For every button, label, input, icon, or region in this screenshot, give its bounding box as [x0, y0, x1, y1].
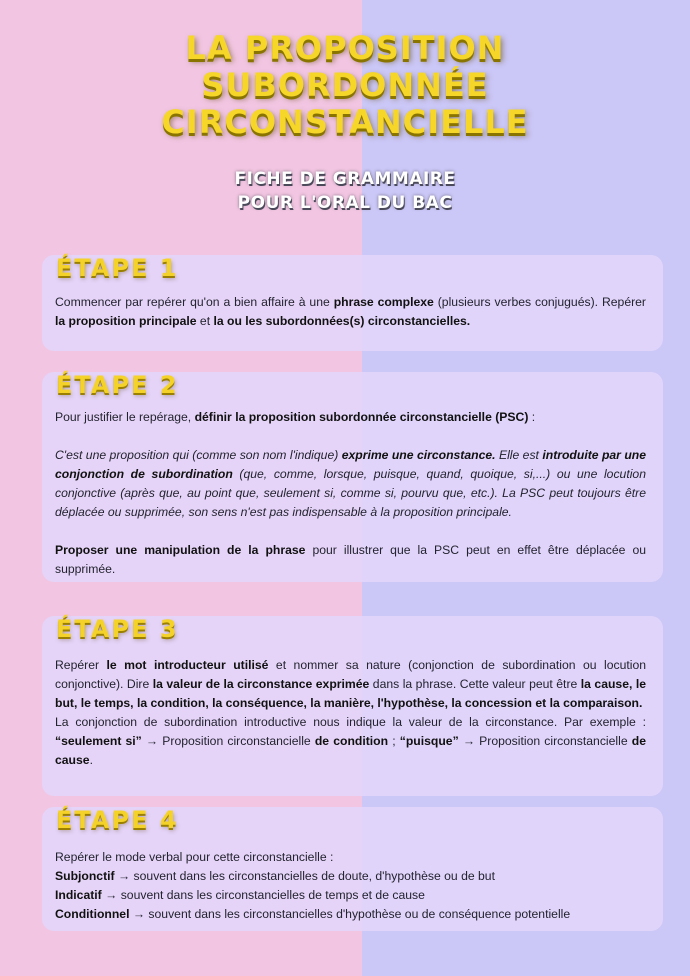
- mode-text: → souvent dans les circonstancielles de temps et de cause: [101, 888, 425, 902]
- title-line: LA PROPOSITION: [185, 29, 505, 67]
- mode-line-subjonctif: [55, 867, 646, 886]
- text-run: → Proposition circonstancielle: [141, 734, 315, 748]
- text-run: et nommer sa nature (conjonction de subordination ou locution conjonctive). Dire: [55, 658, 647, 691]
- text-run: → Proposition circonstancielle: [458, 734, 632, 748]
- step-2-paragraph-2: [55, 446, 646, 522]
- step-4-card: [42, 807, 663, 931]
- title-line: CIRCONSTANCIELLE: [161, 103, 529, 141]
- bold-run: la cause, le but, le temps, la condition, la conséquence, la manière, l'hypothèse, la concession et la comparaison.: [55, 677, 646, 710]
- bold-run: “puisque”: [399, 734, 459, 748]
- step-1-card: [42, 255, 663, 351]
- step-4-title: ÉTAPE 4: [56, 806, 179, 834]
- text-run: pour illustrer que la PSC peut en effet être déplacée ou supprimée.: [55, 543, 646, 576]
- bold-run: le mot introducteur utilisé: [106, 658, 269, 672]
- text-run: Pour justifier le repérage,: [55, 410, 195, 424]
- page-title: [0, 30, 690, 141]
- page-subtitle: [0, 167, 690, 215]
- title-line: SUBORDONNÉE: [201, 66, 489, 104]
- step-2-paragraph-3: [55, 541, 646, 579]
- bold-run: Proposer une manipulation de la phrase: [55, 543, 306, 557]
- step-3-paragraph-1: [55, 656, 646, 713]
- text-run: .: [89, 753, 93, 767]
- bold-run: la ou les subordonnées(s) circonstancielles.: [213, 314, 471, 328]
- text-run: (plusieurs verbes conjugués). Repérer: [433, 295, 646, 309]
- mode-line-conditionnel: [55, 905, 646, 924]
- paragraph-gap: [55, 522, 646, 541]
- step-3-title: ÉTAPE 3: [56, 615, 179, 643]
- subtitle-line: FICHE DE GRAMMAIRE: [234, 169, 456, 189]
- mode-text: → souvent dans les circonstancielles d'hypothèse ou de conséquence potentielle: [129, 907, 571, 921]
- bold-run: définir la proposition subordonnée circonstancielle (PSC): [194, 410, 529, 424]
- step-1-body: [55, 293, 646, 331]
- bold-run: “seulement si”: [55, 734, 142, 748]
- step-3-body: [55, 656, 646, 770]
- text-run: C'est une proposition qui (comme son nom l'indique): [55, 448, 342, 462]
- bold-run: exprime une circonstance.: [341, 448, 496, 462]
- text-run: Elle est: [495, 448, 543, 462]
- text-run: dans la phrase. Cette valeur peut être: [369, 677, 581, 691]
- text-run: Repérer: [55, 658, 107, 672]
- step-2-body: [55, 408, 646, 579]
- bold-run: introduite par une conjonction de subordination: [55, 448, 647, 481]
- paragraph-gap: [55, 427, 646, 446]
- step-3-paragraph-2: [55, 713, 646, 770]
- mode-name: Subjonctif: [55, 869, 115, 883]
- bold-run: la valeur de la circonstance exprimée: [152, 677, 370, 691]
- bold-run: de condition: [314, 734, 389, 748]
- mode-line-indicatif: [55, 886, 646, 905]
- step-2-paragraph-1: [55, 408, 646, 427]
- text-run: ;: [388, 734, 400, 748]
- step-2-card: [42, 372, 663, 582]
- mode-name: Indicatif: [55, 888, 102, 902]
- bold-run: phrase complexe: [333, 295, 434, 309]
- mode-name: Conditionnel: [55, 907, 130, 921]
- bold-run: de cause: [55, 734, 646, 767]
- text-run: :: [528, 410, 536, 424]
- text-run: Commencer par repérer qu'on a bien affaire à une: [55, 295, 334, 309]
- step-3-card: [42, 616, 663, 796]
- step-4-body: [55, 848, 646, 924]
- text-run: et: [196, 314, 214, 328]
- step-1-paragraph: [55, 293, 646, 331]
- text-run: La conjonction de subordination introductive nous indique la valeur de la circonstance. Par exemple :: [55, 715, 646, 729]
- step-1-title: ÉTAPE 1: [56, 254, 179, 282]
- step-4-intro: Repérer le mode verbal pour cette circonstancielle :: [55, 850, 334, 864]
- mode-text: → souvent dans les circonstancielles de doute, d'hypothèse ou de but: [114, 869, 495, 883]
- text-run: (que, comme, lorsque, puisque, quand, quoique, si,...) ou une locution conjonctive (après que, au point que, seulement si, comme si, pourvu que, etc.). La PSC peut toujours être déplacée ou supprimée, son sens n'est pas indispensable à la proposition principale.: [55, 467, 646, 519]
- step-2-title: ÉTAPE 2: [56, 371, 179, 399]
- subtitle-line: POUR L'ORAL DU BAC: [237, 193, 453, 213]
- bold-run: la proposition principale: [55, 314, 197, 328]
